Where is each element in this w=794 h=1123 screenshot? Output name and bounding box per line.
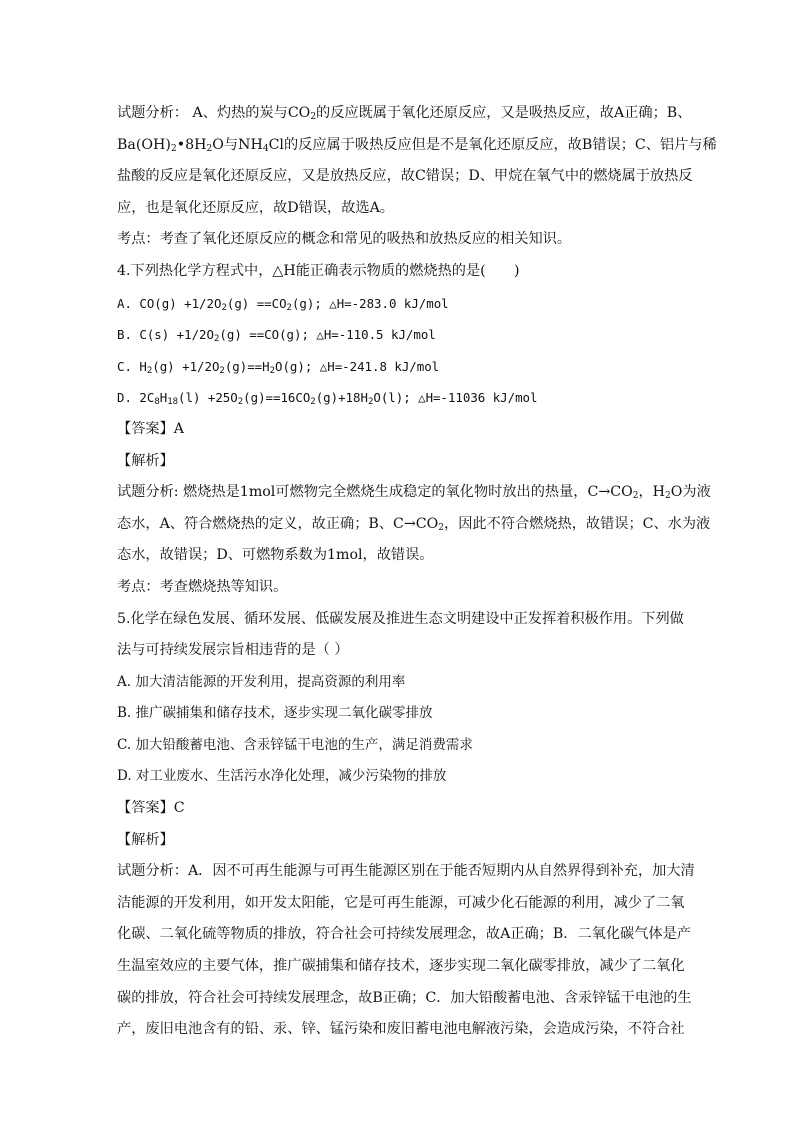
q5-analysis-line-2: 洁能源的开发利用，如开发太阳能，它是可再生能源，可减少化石能源的利用，减少了二氧	[117, 894, 685, 911]
q5-option-a: A. 加大清洁能源的开发利用，提高资源的利用率	[117, 673, 406, 690]
q4-option-c: C. $H_2(g) +1/2O_2(g)==H_2O(g)$; △H=-241.8 kJ/mol	[117, 358, 440, 376]
q5-answer: 【答案】C	[117, 800, 185, 817]
q4-analysis-heading: 【解析】	[117, 452, 174, 469]
q3-analysis-line-2: $Ba(OH)_2•8H_2O$与$NH_4Cl$的反应属于吸热反应但是不是氧化还原反应，故B错误；C、铝片与稀	[117, 136, 717, 154]
q3-analysis-line-4: 应，也是氧化还原反应，故D错误，故选A。	[117, 199, 394, 216]
q4-option-b: B. $C(s) +1/2O_2(g) ==CO(g)$; △H=-110.5 kJ/mol	[117, 327, 436, 345]
q4-point: 考点：考查燃烧热等知识。	[117, 578, 288, 595]
q5-stem-line-2: 法与可持续发展宗旨相违背的是（ ）	[117, 642, 349, 659]
q5-analysis-line-1: 试题分析：A．因不可再生能源与可再生能源区别在于能否短期内从自然界得到补充，加大清	[117, 863, 695, 880]
document-page	[117, 98, 717, 1046]
q3-analysis-line-3: 盐酸的反应是氧化还原反应，又是放热反应，故C错误；D、甲烷在氧气中的燃烧属于放热反	[117, 168, 693, 185]
q5-analysis-line-6: 产，废旧电池含有的铅、汞、锌、锰污染和废旧蓄电池电解液污染，会造成污染，不符合社	[117, 1021, 685, 1038]
q4-option-d: D. $2C_8H_{18}(l) +25O_2(g)==16CO_2(g)+18H_2O(l)$; △H=-11036 kJ/mol	[117, 390, 538, 408]
q3-point: 考点：考查了氧化还原反应的概念和常见的吸热和放热反应的相关知识。	[117, 231, 572, 248]
q5-analysis-line-5: 碳的排放，符合社会可持续发展理念，故B正确；C．加大铅酸蓄电池、含汞锌锰干电池的生	[117, 989, 692, 1006]
q3-analysis-line-1: 试题分析： A、灼热的炭与$CO_2$的反应既属于氧化还原反应，又是吸热反应，故A正确；B、	[117, 105, 692, 122]
q4-option-a: A. $CO(g) +1/2O_2(g) ==CO_2(g)$; △H=-283.0 kJ/mol	[117, 295, 449, 313]
q4-analysis-line-2: 态水，A、符合燃烧热的定义，故正确；B、$C\to CO_2$，因此不符合燃烧热，故错误；C、水为液	[117, 515, 711, 533]
q4-analysis-line-1: 试题分析: 燃烧热是1mol可燃物完全燃烧生成稳定的氧化物时放出的热量，$C\to CO_2$，$H_2O$为液	[117, 484, 711, 502]
q5-option-b: B. 推广碳捕集和储存技术，逐步实现二氧化碳零排放	[117, 705, 433, 722]
q5-analysis-line-4: 生温室效应的主要气体，推广碳捕集和储存技术，逐步实现二氧化碳零排放，减少了二氧化	[117, 958, 685, 975]
q5-option-d: D. 对工业废水、生活污水净化处理，减少污染物的排放	[117, 768, 447, 785]
q4-stem: 4.下列热化学方程式中，△H能正确表示物质的燃烧热的是( )	[117, 262, 520, 279]
q5-stem-line-1: 5.化学在绿色发展、循环发展、低碳发展及推进生态文明建设中正发挥着积极作用。下列做	[117, 610, 684, 627]
q5-analysis-heading: 【解析】	[117, 831, 174, 848]
q4-answer: 【答案】A	[117, 420, 184, 437]
q4-analysis-line-3: 态水，故错误；D、可燃物系数为1mol，故错误。	[117, 547, 434, 564]
q5-analysis-line-3: 化碳、二氧化硫等物质的排放，符合社会可持续发展理念，故A正确；B．二氧化碳气体是产	[117, 926, 691, 943]
q5-option-c: C. 加大铅酸蓄电池、含汞锌锰干电池的生产，满足消费需求	[117, 736, 473, 753]
